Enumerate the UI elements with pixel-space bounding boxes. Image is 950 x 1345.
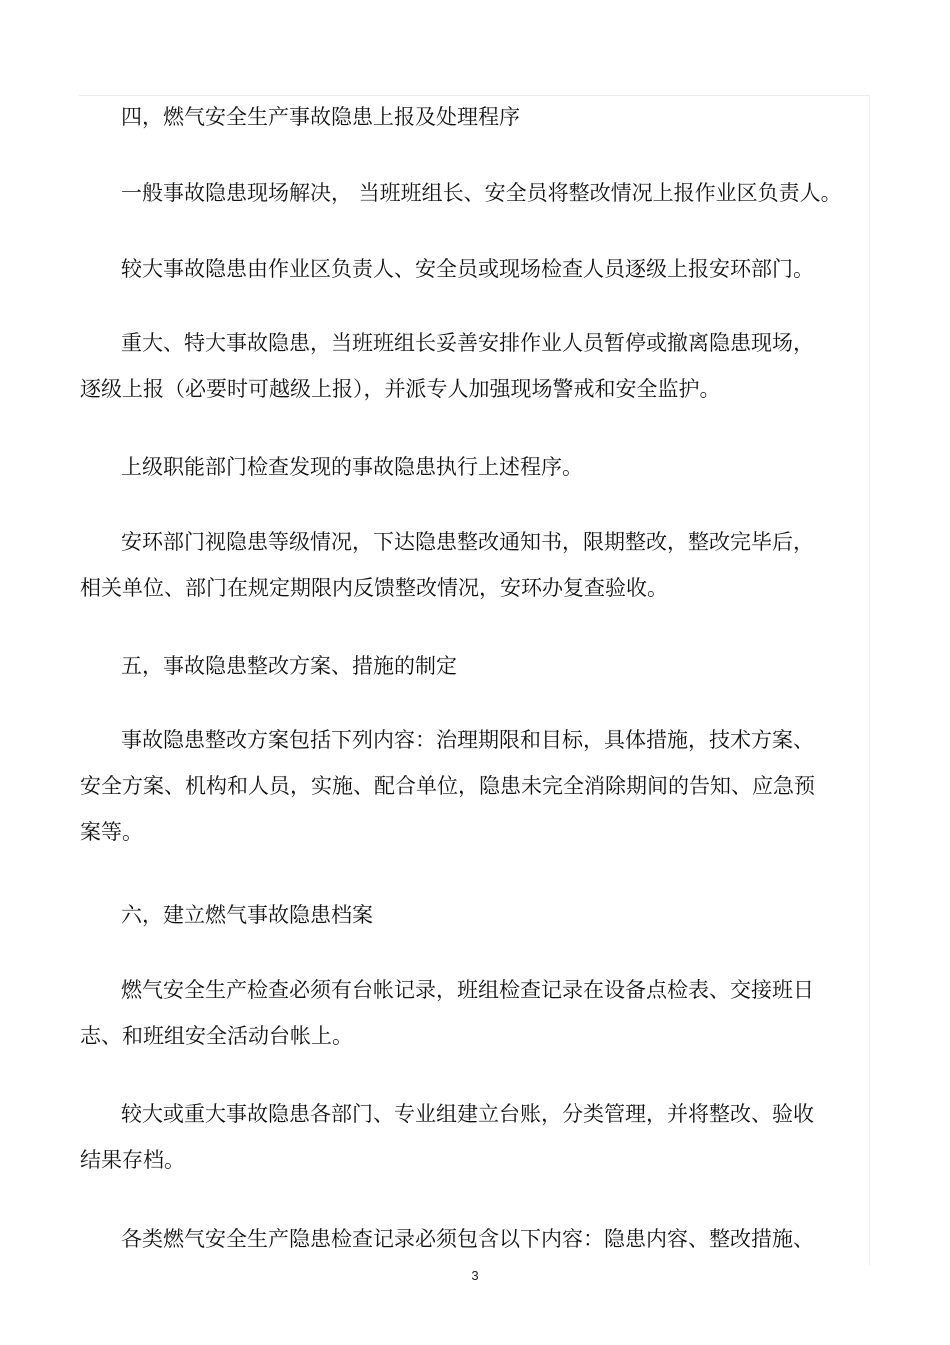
text-line: 较大或重大事故隐患各部门、专业组建立台账，分类管理，并将整改、验收	[121, 1102, 814, 1126]
page-frame-right-border	[869, 95, 870, 1265]
text-line: 一般事故隐患现场解决， 当班班组长、安全员将整改情况上报作业区负责人。	[121, 181, 842, 205]
paragraph	[80, 519, 860, 611]
text-line: 六，建立燃气事故隐患档案	[121, 903, 373, 927]
text-line: 四，燃气安全生产事故隐患上报及处理程序	[121, 105, 520, 129]
section-heading-5	[80, 643, 860, 689]
paragraph	[80, 1216, 860, 1262]
text-line: 志、和班组安全活动台帐上。	[80, 1024, 353, 1048]
text-line: 上级职能部门检查发现的事故隐患执行上述程序。	[121, 455, 583, 479]
text-line: 五，事故隐患整改方案、措施的制定	[121, 654, 457, 678]
paragraph	[80, 170, 860, 216]
text-line: 案等。	[80, 820, 143, 844]
text-line: 重大、特大事故隐患，当班班组长妥善安排作业人员暂停或撤离隐患现场，	[121, 331, 814, 355]
text-line: 安环部门视隐患等级情况，下达隐患整改通知书，限期整改，整改完毕后，	[121, 530, 814, 554]
text-line: 事故隐患整改方案包括下列内容：治理期限和目标，具体措施，技术方案、	[121, 728, 814, 752]
section-heading-6	[80, 892, 860, 938]
text-line: 各类燃气安全生产隐患检查记录必须包含以下内容：隐患内容、整改措施、	[121, 1227, 814, 1251]
paragraph	[80, 967, 860, 1059]
text-line: 相关单位、部门在规定期限内反馈整改情况，安环办复查验收。	[80, 576, 668, 600]
section-heading-4	[80, 94, 860, 140]
text-line: 较大事故隐患由作业区负责人、安全员或现场检查人员逐级上报安环部门。	[121, 257, 814, 281]
paragraph	[80, 717, 860, 855]
paragraph	[80, 1091, 860, 1183]
paragraph	[80, 320, 860, 412]
text-line: 逐级上报（必要时可越级上报），并派专人加强现场警戒和安全监护。	[80, 377, 721, 401]
text-line: 结果存档。	[80, 1148, 185, 1172]
page-number: 3	[471, 1268, 479, 1283]
paragraph	[80, 246, 860, 292]
text-line: 燃气安全生产检查必须有台帐记录，班组检查记录在设备点检表、交接班日	[121, 978, 814, 1002]
paragraph	[80, 444, 860, 490]
text-line: 安全方案、机构和人员，实施、配合单位，隐患未完全消除期间的告知、应急预	[80, 774, 815, 798]
